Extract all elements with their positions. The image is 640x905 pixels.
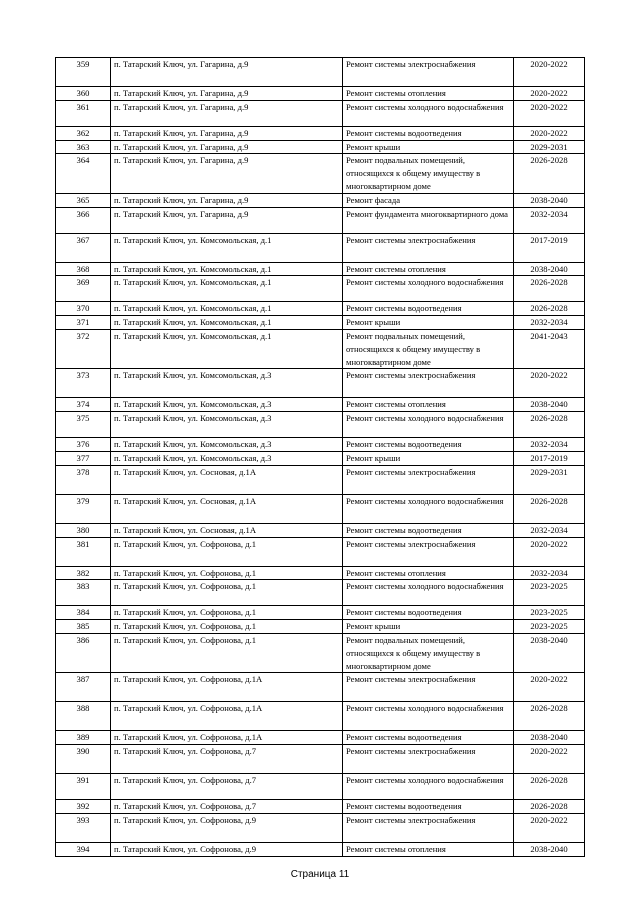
address-cell: п. Татарский Ключ, ул. Гагарина, д.9	[111, 154, 343, 193]
address-cell: п. Татарский Ключ, ул. Комсомольская, д.1	[111, 262, 343, 276]
address-cell: п. Татарский Ключ, ул. Гагарина, д.9	[111, 58, 343, 87]
page-number: Страница 11	[290, 869, 350, 880]
period-cell: 2020-2022	[514, 100, 585, 126]
work-type-cell: Ремонт системы холодного водоснабжения	[343, 100, 514, 126]
work-type-cell: Ремонт крыши	[343, 140, 514, 154]
period-cell: 2020-2022	[514, 126, 585, 140]
address-cell: п. Татарский Ключ, ул. Гагарина, д.9	[111, 126, 343, 140]
row-number: 363	[56, 140, 111, 154]
row-number: 373	[56, 369, 111, 398]
row-number: 368	[56, 262, 111, 276]
table-row	[56, 451, 585, 465]
period-cell: 2020-2022	[514, 813, 585, 842]
period-cell: 2026-2028	[514, 412, 585, 438]
work-type-cell: Ремонт крыши	[343, 451, 514, 465]
table-row	[56, 566, 585, 580]
period-cell: 2038-2040	[514, 633, 585, 672]
work-type-cell: Ремонт системы водоотведения	[343, 731, 514, 745]
address-cell: п. Татарский Ключ, ул. Гагарина, д.9	[111, 193, 343, 207]
row-number: 389	[56, 731, 111, 745]
row-number: 365	[56, 193, 111, 207]
address-cell: п. Татарский Ключ, ул. Комсомольская, д.3	[111, 369, 343, 398]
period-cell: 2020-2022	[514, 87, 585, 101]
work-type-cell: Ремонт системы водоотведения	[343, 606, 514, 620]
work-schedule-table	[55, 57, 585, 857]
table-row	[56, 262, 585, 276]
table-row	[56, 673, 585, 702]
work-type-cell: Ремонт системы холодного водоснабжения	[343, 494, 514, 523]
table-row	[56, 276, 585, 302]
row-number: 387	[56, 673, 111, 702]
period-cell: 2023-2025	[514, 580, 585, 606]
period-cell: 2032-2034	[514, 566, 585, 580]
work-type-cell: Ремонт системы водоотведения	[343, 800, 514, 814]
work-type-cell: Ремонт системы электроснабжения	[343, 813, 514, 842]
period-cell: 2038-2040	[514, 842, 585, 856]
table-row	[56, 126, 585, 140]
period-cell: 2032-2034	[514, 523, 585, 537]
table-row	[56, 329, 585, 368]
table-row	[56, 633, 585, 672]
row-number: 379	[56, 494, 111, 523]
period-cell: 2026-2028	[514, 302, 585, 316]
address-cell: п. Татарский Ключ, ул. Софронова, д.1	[111, 566, 343, 580]
row-number: 384	[56, 606, 111, 620]
period-cell: 2020-2022	[514, 369, 585, 398]
address-cell: п. Татарский Ключ, ул. Гагарина, д.9	[111, 100, 343, 126]
period-cell: 2026-2028	[514, 154, 585, 193]
table-row	[56, 207, 585, 233]
work-type-cell: Ремонт системы электроснабжения	[343, 673, 514, 702]
work-type-cell: Ремонт системы холодного водоснабжения	[343, 702, 514, 731]
row-number: 393	[56, 813, 111, 842]
row-number: 366	[56, 207, 111, 233]
period-cell: 2026-2028	[514, 800, 585, 814]
work-type-cell: Ремонт системы водоотведения	[343, 523, 514, 537]
work-type-cell: Ремонт фасада	[343, 193, 514, 207]
row-number: 381	[56, 537, 111, 566]
work-type-cell: Ремонт системы водоотведения	[343, 302, 514, 316]
table-row	[56, 523, 585, 537]
row-number: 359	[56, 58, 111, 87]
period-cell: 2029-2031	[514, 465, 585, 494]
row-number: 372	[56, 329, 111, 368]
work-type-cell: Ремонт крыши	[343, 316, 514, 330]
address-cell: п. Татарский Ключ, ул. Комсомольская, д.1	[111, 276, 343, 302]
row-number: 361	[56, 100, 111, 126]
address-cell: п. Татарский Ключ, ул. Комсомольская, д.3	[111, 412, 343, 438]
row-number: 369	[56, 276, 111, 302]
work-type-cell: Ремонт системы отопления	[343, 566, 514, 580]
row-number: 383	[56, 580, 111, 606]
row-number: 360	[56, 87, 111, 101]
address-cell: п. Татарский Ключ, ул. Софронова, д.1	[111, 606, 343, 620]
address-cell: п. Татарский Ключ, ул. Комсомольская, д.1	[111, 233, 343, 262]
table-body	[56, 58, 585, 857]
table-row	[56, 87, 585, 101]
period-cell: 2032-2034	[514, 316, 585, 330]
row-number: 394	[56, 842, 111, 856]
row-number: 385	[56, 620, 111, 634]
address-cell: п. Татарский Ключ, ул. Комсомольская, д.1	[111, 316, 343, 330]
row-number: 377	[56, 451, 111, 465]
address-cell: п. Татарский Ключ, ул. Гагарина, д.9	[111, 87, 343, 101]
row-number: 388	[56, 702, 111, 731]
address-cell: п. Татарский Ключ, ул. Гагарина, д.9	[111, 207, 343, 233]
table-row	[56, 193, 585, 207]
table-row	[56, 233, 585, 262]
table-row	[56, 412, 585, 438]
address-cell: п. Татарский Ключ, ул. Сосновая, д.1А	[111, 494, 343, 523]
address-cell: п. Татарский Ключ, ул. Сосновая, д.1А	[111, 465, 343, 494]
work-type-cell: Ремонт подвальных помещений, относящихся к общему имуществу в многоквартирном доме	[343, 633, 514, 672]
row-number: 392	[56, 800, 111, 814]
table-row	[56, 774, 585, 800]
address-cell: п. Татарский Ключ, ул. Софронова, д.1	[111, 620, 343, 634]
row-number: 390	[56, 745, 111, 774]
period-cell: 2023-2025	[514, 620, 585, 634]
row-number: 362	[56, 126, 111, 140]
address-cell: п. Татарский Ключ, ул. Софронова, д.1А	[111, 731, 343, 745]
period-cell: 2038-2040	[514, 398, 585, 412]
period-cell: 2038-2040	[514, 193, 585, 207]
row-number: 378	[56, 465, 111, 494]
table-row	[56, 154, 585, 193]
table-row	[56, 58, 585, 87]
period-cell: 2032-2034	[514, 438, 585, 452]
work-type-cell: Ремонт системы отопления	[343, 842, 514, 856]
address-cell: п. Татарский Ключ, ул. Софронова, д.7	[111, 800, 343, 814]
table-row	[56, 438, 585, 452]
row-number: 375	[56, 412, 111, 438]
period-cell: 2026-2028	[514, 702, 585, 731]
work-type-cell: Ремонт системы электроснабжения	[343, 233, 514, 262]
table-row	[56, 620, 585, 634]
work-type-cell: Ремонт системы холодного водоснабжения	[343, 774, 514, 800]
work-type-cell: Ремонт системы электроснабжения	[343, 465, 514, 494]
address-cell: п. Татарский Ключ, ул. Софронова, д.1А	[111, 673, 343, 702]
table-row	[56, 494, 585, 523]
address-cell: п. Татарский Ключ, ул. Гагарина, д.9	[111, 140, 343, 154]
table-row	[56, 465, 585, 494]
address-cell: п. Татарский Ключ, ул. Комсомольская, д.3	[111, 451, 343, 465]
address-cell: п. Татарский Ключ, ул. Софронова, д.1	[111, 537, 343, 566]
period-cell: 2020-2022	[514, 537, 585, 566]
period-cell: 2041-2043	[514, 329, 585, 368]
row-number: 391	[56, 774, 111, 800]
address-cell: п. Татарский Ключ, ул. Софронова, д.9	[111, 813, 343, 842]
row-number: 371	[56, 316, 111, 330]
row-number: 380	[56, 523, 111, 537]
work-type-cell: Ремонт системы водоотведения	[343, 126, 514, 140]
row-number: 367	[56, 233, 111, 262]
period-cell: 2017-2019	[514, 233, 585, 262]
row-number: 376	[56, 438, 111, 452]
period-cell: 2020-2022	[514, 673, 585, 702]
address-cell: п. Татарский Ключ, ул. Комсомольская, д.3	[111, 438, 343, 452]
period-cell: 2026-2028	[514, 276, 585, 302]
period-cell: 2026-2028	[514, 774, 585, 800]
table-row	[56, 369, 585, 398]
address-cell: п. Татарский Ключ, ул. Сосновая, д.1А	[111, 523, 343, 537]
row-number: 386	[56, 633, 111, 672]
address-cell: п. Татарский Ключ, ул. Софронова, д.9	[111, 842, 343, 856]
row-number: 364	[56, 154, 111, 193]
work-type-cell: Ремонт системы электроснабжения	[343, 369, 514, 398]
address-cell: п. Татарский Ключ, ул. Комсомольская, д.1	[111, 302, 343, 316]
work-type-cell: Ремонт системы отопления	[343, 262, 514, 276]
address-cell: п. Татарский Ключ, ул. Софронова, д.1	[111, 633, 343, 672]
table-row	[56, 316, 585, 330]
table-row	[56, 537, 585, 566]
work-type-cell: Ремонт системы холодного водоснабжения	[343, 580, 514, 606]
table-row	[56, 398, 585, 412]
period-cell: 2020-2022	[514, 58, 585, 87]
period-cell: 2020-2022	[514, 745, 585, 774]
table-row	[56, 800, 585, 814]
period-cell: 2029-2031	[514, 140, 585, 154]
work-type-cell: Ремонт системы отопления	[343, 87, 514, 101]
work-type-cell: Ремонт системы холодного водоснабжения	[343, 412, 514, 438]
table-row	[56, 302, 585, 316]
table-row	[56, 140, 585, 154]
work-type-cell: Ремонт крыши	[343, 620, 514, 634]
work-type-cell: Ремонт подвальных помещений, относящихся к общему имуществу в многоквартирном доме	[343, 154, 514, 193]
period-cell: 2023-2025	[514, 606, 585, 620]
address-cell: п. Татарский Ключ, ул. Софронова, д.1А	[111, 702, 343, 731]
address-cell: п. Татарский Ключ, ул. Комсомольская, д.1	[111, 329, 343, 368]
period-cell: 2038-2040	[514, 731, 585, 745]
table-row	[56, 606, 585, 620]
table-row	[56, 745, 585, 774]
table-row	[56, 842, 585, 856]
period-cell: 2017-2019	[514, 451, 585, 465]
work-type-cell: Ремонт системы холодного водоснабжения	[343, 276, 514, 302]
period-cell: 2038-2040	[514, 262, 585, 276]
work-type-cell: Ремонт фундамента многоквартирного дома	[343, 207, 514, 233]
work-type-cell: Ремонт системы электроснабжения	[343, 745, 514, 774]
address-cell: п. Татарский Ключ, ул. Софронова, д.7	[111, 745, 343, 774]
address-cell: п. Татарский Ключ, ул. Комсомольская, д.3	[111, 398, 343, 412]
row-number: 370	[56, 302, 111, 316]
address-cell: п. Татарский Ключ, ул. Софронова, д.7	[111, 774, 343, 800]
table-row	[56, 731, 585, 745]
table-row	[56, 100, 585, 126]
row-number: 382	[56, 566, 111, 580]
work-type-cell: Ремонт системы электроснабжения	[343, 58, 514, 87]
table-row	[56, 702, 585, 731]
table-row	[56, 580, 585, 606]
work-type-cell: Ремонт системы электроснабжения	[343, 537, 514, 566]
work-type-cell: Ремонт подвальных помещений, относящихся к общему имуществу в многоквартирном доме	[343, 329, 514, 368]
address-cell: п. Татарский Ключ, ул. Софронова, д.1	[111, 580, 343, 606]
work-type-cell: Ремонт системы отопления	[343, 398, 514, 412]
work-type-cell: Ремонт системы водоотведения	[343, 438, 514, 452]
period-cell: 2032-2034	[514, 207, 585, 233]
row-number: 374	[56, 398, 111, 412]
period-cell: 2026-2028	[514, 494, 585, 523]
table-row	[56, 813, 585, 842]
